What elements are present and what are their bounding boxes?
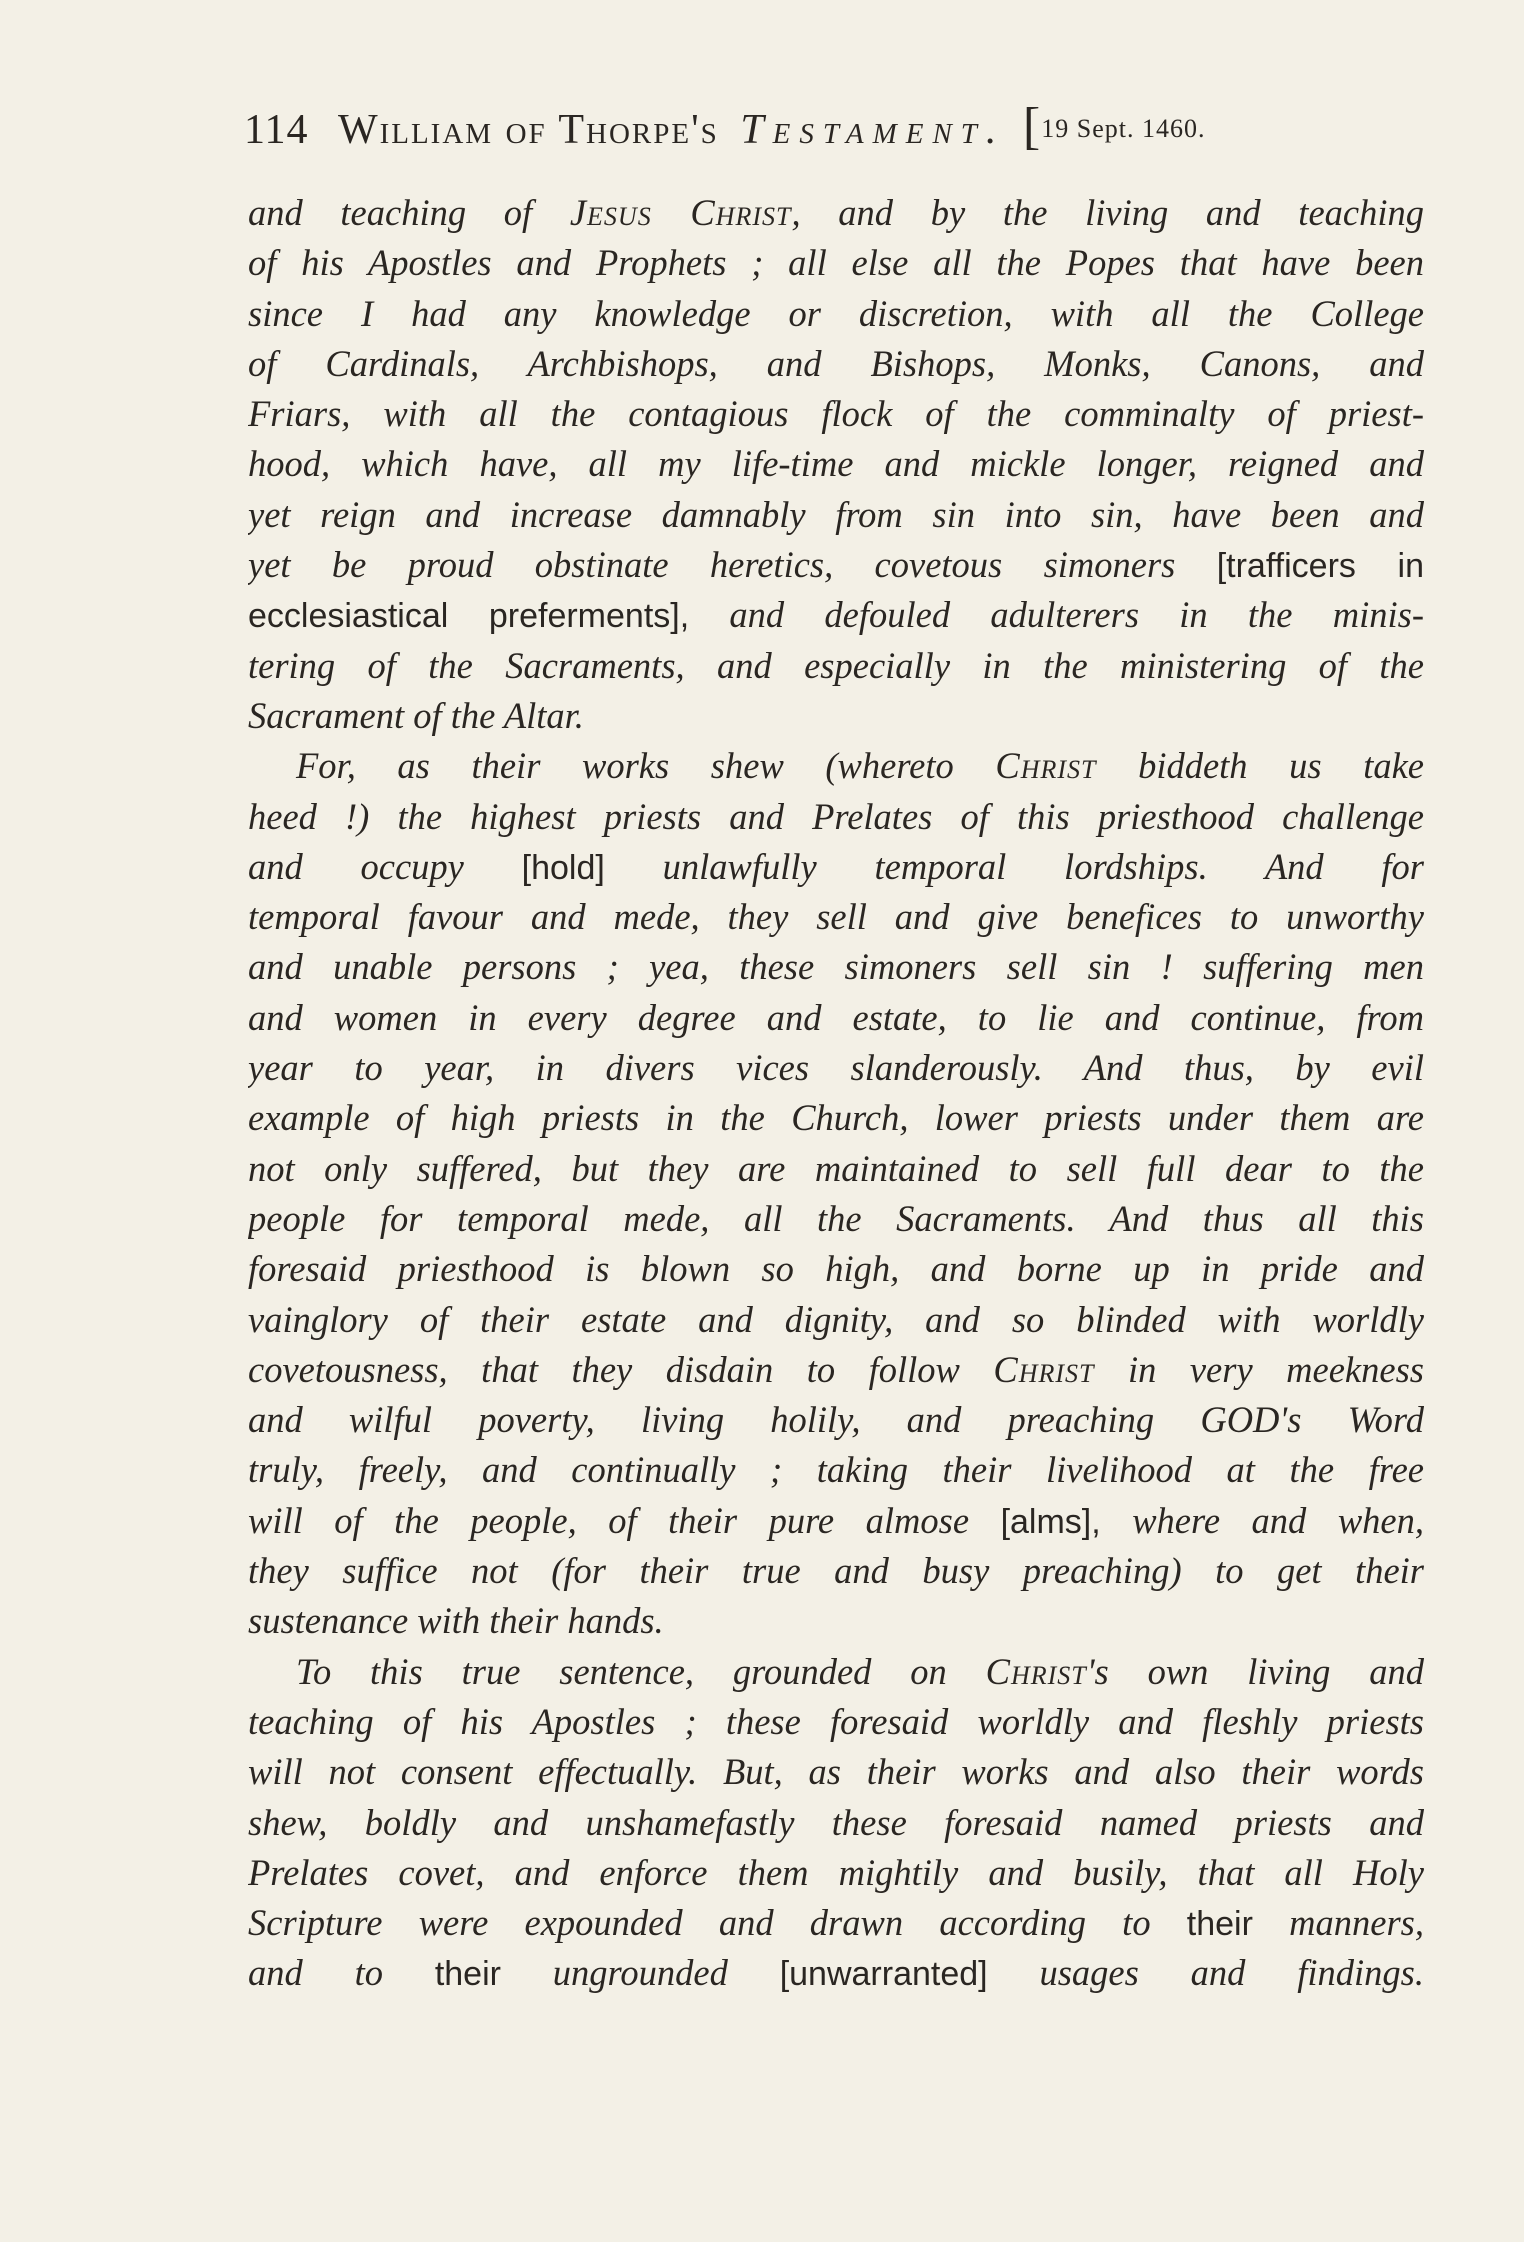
text-line bbox=[248, 1647, 1424, 1697]
text-line bbox=[248, 389, 1424, 439]
text-line bbox=[248, 942, 1424, 992]
text-run: yet be proud obstinate heretics, covetous simoners bbox=[248, 544, 1217, 586]
text-run: and defouled adulterers in the minis- bbox=[689, 594, 1424, 636]
text-run: Christ bbox=[995, 745, 1097, 787]
text-line bbox=[248, 691, 1424, 741]
text-run: covetousness, that they disdain to follow bbox=[248, 1348, 994, 1390]
text-line bbox=[248, 892, 1424, 942]
text-run: vainglory of their estate and dignity, and so blinded with worldly bbox=[248, 1298, 1424, 1340]
text-line bbox=[248, 540, 1424, 590]
text-run: yet reign and increase damnably from sin into sin, have been and bbox=[248, 493, 1424, 535]
text-run: not only suffered, but they are maintained to sell full dear to the bbox=[248, 1147, 1424, 1189]
text-line bbox=[248, 1798, 1424, 1848]
text-line bbox=[248, 1898, 1424, 1948]
text-run: biddeth us take bbox=[1096, 745, 1424, 787]
text-run: To this true sentence, grounded on bbox=[296, 1650, 986, 1692]
text-run: year to year, in divers vices slanderously. And thus, by evil bbox=[248, 1047, 1424, 1089]
text-run: ecclesiastical preferments], bbox=[248, 597, 690, 636]
text-line bbox=[248, 1194, 1424, 1244]
text-run: Friars, with all the contagious flock of the comminalty of priest- bbox=[248, 393, 1424, 435]
running-head bbox=[244, 92, 1434, 162]
body-text bbox=[248, 188, 1424, 1999]
text-run: example of high priests in the Church, lower priests under them are bbox=[248, 1097, 1424, 1139]
text-line bbox=[248, 1093, 1424, 1143]
text-run: and teaching of bbox=[248, 192, 570, 233]
text-line bbox=[248, 238, 1424, 288]
text-run: since I had any knowledge or discretion, with all the College bbox=[248, 292, 1424, 334]
text-line bbox=[248, 490, 1424, 540]
text-line bbox=[248, 1948, 1424, 1998]
text-run: Jesus Christ bbox=[569, 192, 792, 233]
text-line bbox=[248, 1747, 1424, 1797]
text-run: Scripture were expounded and drawn according to bbox=[248, 1902, 1187, 1944]
text-line bbox=[248, 590, 1424, 640]
text-run: will not consent effectually. But, as their works and also their words bbox=[248, 1751, 1424, 1793]
running-title-italic: Testament. bbox=[740, 107, 1006, 153]
text-line bbox=[248, 792, 1424, 842]
text-run: foresaid priesthood is blown so high, and borne up in pride and bbox=[248, 1248, 1424, 1290]
text-run: [unwarranted] bbox=[779, 1955, 988, 1994]
text-line bbox=[248, 1848, 1424, 1898]
text-run: their bbox=[434, 1955, 501, 1994]
text-run: and women in every degree and estate, to lie and continue, from bbox=[248, 996, 1424, 1038]
text-run: manners, bbox=[1252, 1902, 1424, 1944]
text-line bbox=[248, 1144, 1424, 1194]
text-line bbox=[248, 1546, 1424, 1596]
text-run: people for temporal mede, all the Sacraments. And thus all this bbox=[248, 1197, 1424, 1239]
text-run: [trafficers in bbox=[1216, 547, 1424, 586]
text-line bbox=[248, 1395, 1424, 1445]
text-run: they suffice not (for their true and busy preaching) to get their bbox=[248, 1550, 1424, 1592]
text-run: heed !) the highest priests and Prelates of this priesthood challenge bbox=[248, 795, 1424, 837]
running-date: 19 Sept. 1460. bbox=[1041, 114, 1206, 143]
text-run: and unable persons ; yea, these simoners sell sin ! suffering men bbox=[248, 946, 1424, 988]
text-line bbox=[248, 289, 1424, 339]
text-line bbox=[248, 188, 1424, 238]
text-run: 's own living and bbox=[1086, 1650, 1424, 1692]
text-run: Prelates covet, and enforce them mightily and busily, that all Holy bbox=[248, 1851, 1424, 1893]
running-title: William of Thorpe's bbox=[337, 107, 719, 153]
text-line bbox=[248, 1496, 1424, 1546]
text-run: , and by the living and teaching bbox=[791, 192, 1424, 233]
text-run: Sacrament of the Altar. bbox=[248, 694, 584, 736]
page-number: 114 bbox=[244, 107, 309, 153]
text-run: and to bbox=[248, 1952, 435, 1994]
text-run: [hold] bbox=[521, 848, 605, 887]
text-run: sustenance with their hands. bbox=[248, 1600, 664, 1642]
text-line bbox=[248, 1697, 1424, 1747]
text-run: shew, boldly and unshamefastly these foresaid named priests and bbox=[248, 1801, 1424, 1843]
text-line bbox=[248, 1345, 1424, 1395]
text-line bbox=[248, 993, 1424, 1043]
date-bracket: [ bbox=[1022, 98, 1042, 155]
text-run: of his Apostles and Prophets ; all else all the Popes that have been bbox=[248, 242, 1424, 284]
text-line bbox=[248, 842, 1424, 892]
text-line bbox=[248, 1445, 1424, 1495]
text-run: of Cardinals, Archbishops, and Bishops, Monks, Canons, and bbox=[248, 342, 1424, 384]
text-run: truly, freely, and continually ; taking their livelihood at the free bbox=[248, 1449, 1424, 1491]
text-line bbox=[248, 439, 1424, 489]
text-line bbox=[248, 741, 1424, 791]
text-run: usages and findings. bbox=[987, 1952, 1424, 1994]
text-run: ungrounded bbox=[500, 1952, 780, 1994]
text-run: their bbox=[1186, 1905, 1253, 1944]
text-run: For, as their works shew (whereto bbox=[296, 745, 996, 787]
text-run: Christ bbox=[993, 1348, 1095, 1390]
text-run: tering of the Sacraments, and especially in the ministering of the bbox=[248, 644, 1424, 686]
text-line bbox=[248, 1244, 1424, 1294]
text-run: and wilful poverty, living holily, and preaching GOD's Word bbox=[248, 1399, 1424, 1441]
text-run: temporal favour and mede, they sell and give benefices to unworthy bbox=[248, 896, 1424, 938]
text-run: where and when, bbox=[1100, 1499, 1424, 1541]
text-run: [alms], bbox=[1000, 1502, 1101, 1541]
text-line bbox=[248, 1295, 1424, 1345]
text-line bbox=[248, 339, 1424, 389]
text-line bbox=[248, 1596, 1424, 1646]
text-run: teaching of his Apostles ; these foresaid worldly and fleshly priests bbox=[248, 1700, 1424, 1742]
text-run: Christ bbox=[985, 1650, 1087, 1692]
text-run: hood, which have, all my life-time and mickle longer, reigned and bbox=[248, 443, 1424, 485]
text-line bbox=[248, 641, 1424, 691]
text-run: in very meekness bbox=[1094, 1348, 1424, 1390]
text-run: and occupy bbox=[248, 845, 522, 887]
text-line bbox=[248, 1043, 1424, 1093]
text-run: unlawfully temporal lordships. And for bbox=[604, 845, 1424, 887]
text-run: will of the people, of their pure almose bbox=[248, 1499, 1001, 1541]
